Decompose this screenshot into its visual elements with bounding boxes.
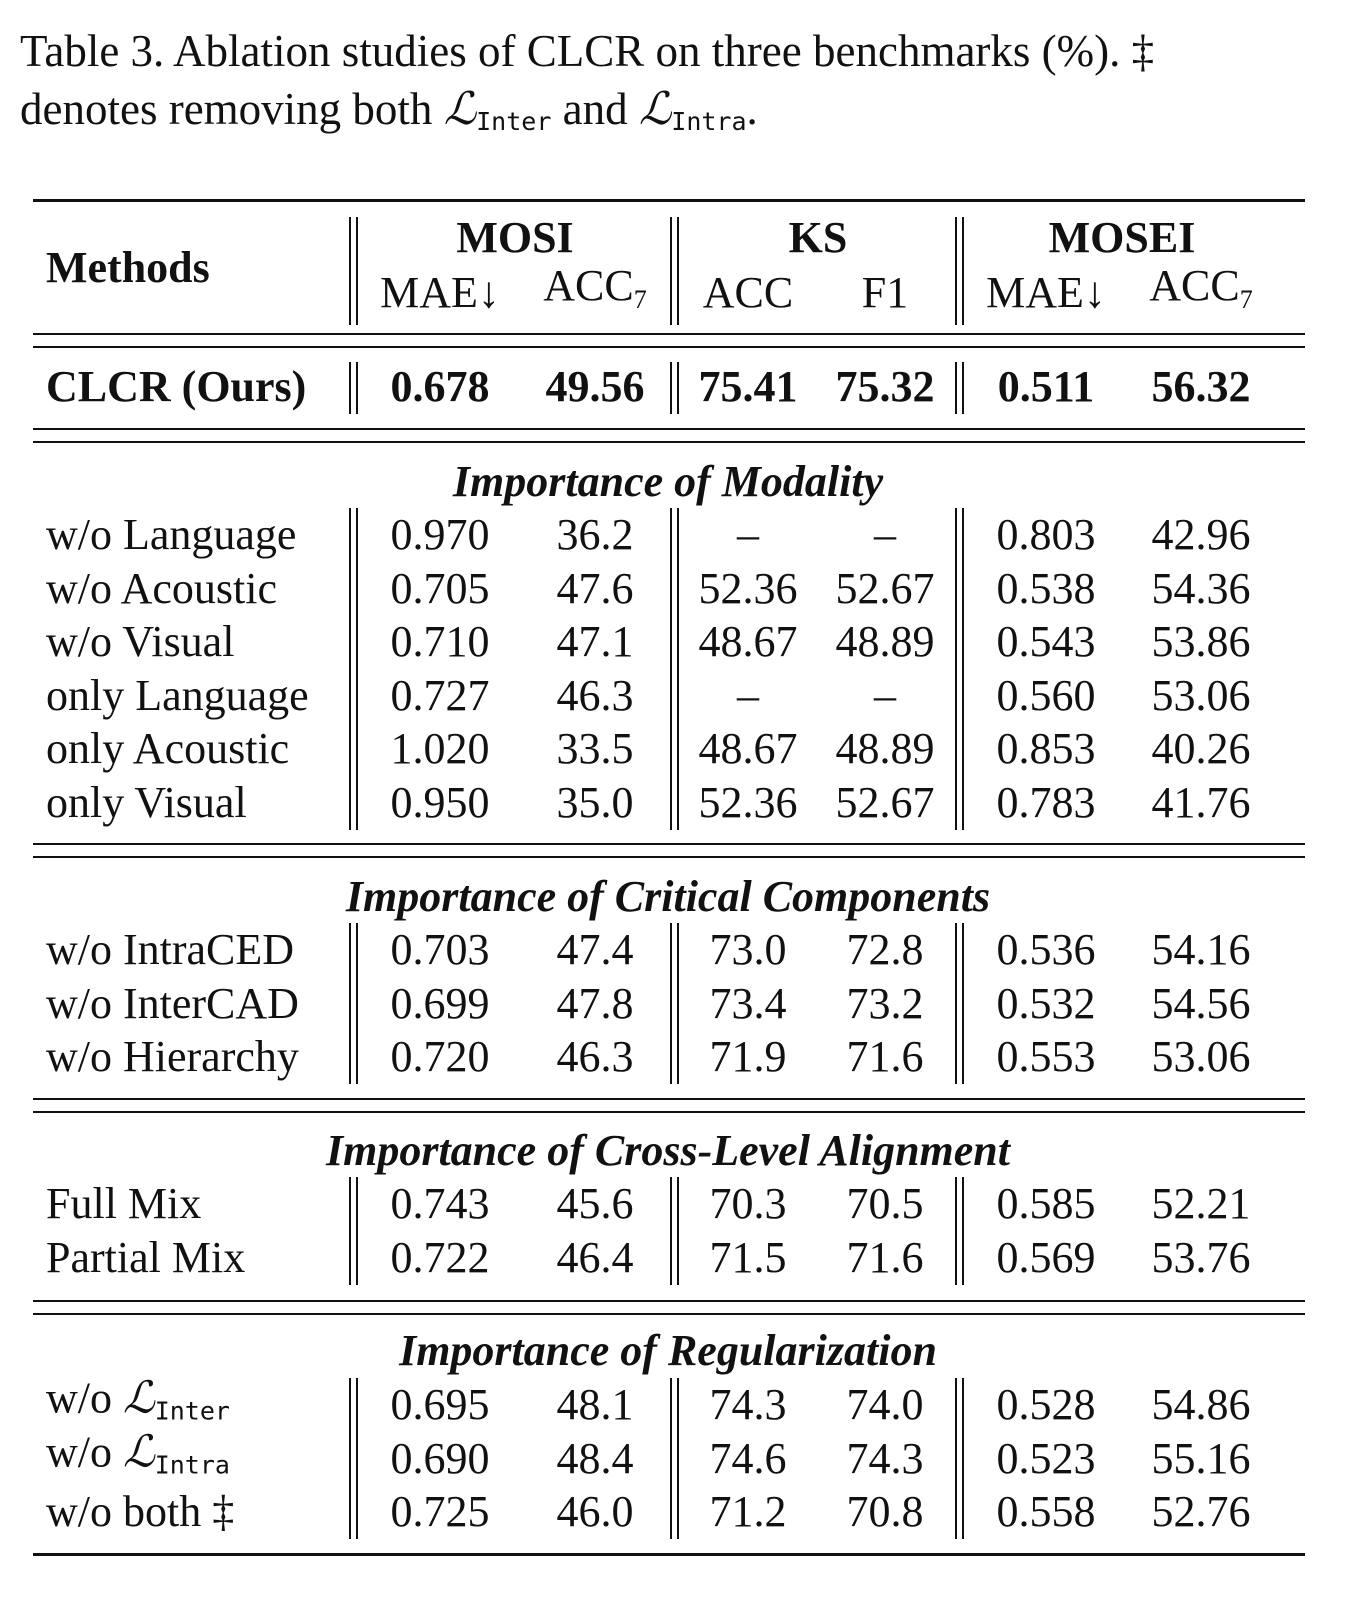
method-name: w/o Language <box>46 510 297 559</box>
value-cell: 52.76 <box>1151 1487 1251 1536</box>
value-cell: 36.2 <box>556 510 634 559</box>
value-cell: 74.6 <box>709 1433 787 1483</box>
value-cell: 0.950 <box>390 777 490 827</box>
column-divider <box>670 1177 672 1285</box>
value-cell: 0.725 <box>390 1487 490 1536</box>
column-divider <box>962 508 964 830</box>
method-name: Partial Mix <box>46 1232 246 1282</box>
loss-symbol: ℒ <box>638 84 672 134</box>
methods-header: Methods <box>46 243 210 292</box>
value-cell: 1.020 <box>390 724 490 773</box>
column-divider <box>955 508 957 830</box>
value-cell: 55.16 <box>1151 1433 1251 1483</box>
column-divider <box>356 508 358 830</box>
value-cell: 52.36 <box>698 777 798 827</box>
method-name: w/o IntraCED <box>46 925 295 974</box>
value-cell: 42.96 <box>1151 510 1251 559</box>
loss-inter-subscript: Inter <box>476 107 552 136</box>
method-name-part: w/o <box>46 1427 123 1476</box>
value-cell: 49.56 <box>545 362 645 411</box>
value-cell: 48.89 <box>835 724 935 773</box>
method-name-ours: CLCR (Ours) <box>46 362 307 411</box>
metric-header: MAE↓ <box>986 268 1106 317</box>
value-cell: 74.0 <box>846 1380 924 1429</box>
value-cell: 52.21 <box>1151 1179 1251 1228</box>
value-cell: 0.528 <box>996 1380 1096 1429</box>
column-divider <box>955 923 957 1084</box>
value-cell: 0.720 <box>390 1032 490 1081</box>
metric-subscript: 7 <box>633 285 647 314</box>
dataset-header: KS <box>788 213 848 262</box>
dataset-header: MOSI <box>456 213 574 262</box>
value-cell: 0.523 <box>996 1433 1096 1483</box>
column-divider <box>677 923 679 1084</box>
column-divider <box>349 1177 351 1285</box>
loss-symbol: ℒ <box>443 84 477 134</box>
method-name: w/o Hierarchy <box>46 1032 299 1081</box>
value-cell: 48.89 <box>835 617 935 666</box>
column-divider <box>356 1378 358 1539</box>
value-cell: 54.36 <box>1151 563 1251 613</box>
value-cell: 47.4 <box>556 925 634 974</box>
value-cell: 71.6 <box>846 1032 924 1081</box>
column-divider <box>356 1177 358 1285</box>
method-name: only Acoustic <box>46 724 290 773</box>
column-divider <box>962 1177 964 1285</box>
value-cell: 73.4 <box>709 978 787 1028</box>
value-cell: 40.26 <box>1151 724 1251 773</box>
value-cell: 0.553 <box>996 1032 1096 1081</box>
column-divider <box>955 362 957 414</box>
value-cell: 48.67 <box>698 724 798 773</box>
value-cell: 54.56 <box>1151 978 1251 1028</box>
value-cell: 70.8 <box>846 1487 924 1536</box>
table-caption <box>20 22 1320 151</box>
value-cell: 0.560 <box>996 670 1096 720</box>
value-cell: 52.36 <box>698 563 798 613</box>
value-cell: 54.16 <box>1151 925 1251 974</box>
header-rule <box>33 333 1305 335</box>
value-cell: 48.4 <box>556 1433 634 1483</box>
column-divider <box>955 1177 957 1285</box>
loss-intra-subscript: Intra <box>671 107 747 136</box>
value-cell: 0.783 <box>996 777 1096 827</box>
column-divider <box>349 362 351 414</box>
section-title: Importance of Modality <box>452 457 884 506</box>
top-rule <box>33 199 1305 202</box>
value-cell: 48.67 <box>698 617 798 666</box>
column-divider <box>670 362 672 414</box>
column-divider <box>670 923 672 1084</box>
column-divider <box>962 362 964 414</box>
value-cell: 0.703 <box>390 925 490 974</box>
value-cell: 41.76 <box>1151 777 1251 827</box>
value-cell: 73.0 <box>709 925 787 974</box>
value-cell: 0.743 <box>390 1179 490 1228</box>
value-cell: 0.705 <box>390 563 490 613</box>
section-rule <box>33 1098 1305 1100</box>
value-cell: 46.0 <box>556 1487 634 1536</box>
value-cell: 46.3 <box>556 1032 634 1081</box>
value-cell: 46.4 <box>556 1232 634 1282</box>
caption-line2-prefix: denotes removing both <box>20 84 444 134</box>
bottom-rule <box>33 1553 1305 1556</box>
column-divider <box>670 217 672 325</box>
method-name: only Language <box>46 670 309 720</box>
method-name-part: Inter <box>154 1396 230 1426</box>
value-cell: 73.2 <box>846 978 924 1028</box>
column-divider <box>962 217 964 325</box>
section-title: Importance of Critical Components <box>345 872 991 921</box>
value-cell: 0.853 <box>996 724 1096 773</box>
column-divider <box>356 362 358 414</box>
value-cell: 71.6 <box>846 1232 924 1282</box>
value-cell: 75.41 <box>698 362 798 411</box>
value-cell: 56.32 <box>1151 362 1251 411</box>
caption-line1: Table 3. Ablation studies of CLCR on three benchmarks (%). ‡ <box>20 26 1155 76</box>
value-cell: – <box>874 670 896 720</box>
value-cell: – <box>737 510 759 559</box>
value-cell: 53.76 <box>1151 1232 1251 1282</box>
section-rule <box>33 856 1305 858</box>
value-cell: 33.5 <box>556 724 634 773</box>
method-name-part: Intra <box>154 1450 230 1479</box>
column-divider <box>356 923 358 1084</box>
section-title: Importance of Regularization <box>399 1326 937 1375</box>
header-rule <box>33 346 1305 348</box>
column-divider <box>670 508 672 830</box>
value-cell: 75.32 <box>835 362 935 411</box>
column-divider <box>349 1378 351 1539</box>
value-cell: 72.8 <box>846 925 924 974</box>
section-rule <box>33 1111 1305 1113</box>
method-name-part: w/o <box>46 1373 123 1423</box>
value-cell: 52.67 <box>835 563 935 613</box>
column-divider <box>356 217 358 325</box>
section-rule <box>33 843 1305 845</box>
method-name: w/o Visual <box>46 617 235 666</box>
caption-and: and <box>551 84 639 134</box>
value-cell: 0.722 <box>390 1232 490 1282</box>
metric-header: ACC <box>702 268 794 317</box>
column-divider <box>670 1378 672 1539</box>
dataset-header: MOSEI <box>1048 213 1196 262</box>
value-cell: 35.0 <box>556 777 634 827</box>
column-divider <box>677 217 679 325</box>
value-cell: 70.3 <box>709 1179 787 1228</box>
value-cell: 71.9 <box>709 1032 787 1081</box>
metric-header: F1 <box>861 268 909 317</box>
column-divider <box>962 1378 964 1539</box>
value-cell: 74.3 <box>846 1433 924 1483</box>
method-name: only Visual <box>46 777 247 827</box>
value-cell: 0.695 <box>390 1380 490 1429</box>
value-cell: 0.585 <box>996 1179 1096 1228</box>
metric-subscript: 7 <box>1239 285 1253 314</box>
value-cell: – <box>874 510 896 559</box>
section-title: Importance of Cross-Level Alignment <box>325 1126 1011 1175</box>
value-cell: 71.5 <box>709 1232 787 1282</box>
value-cell: 0.690 <box>390 1433 490 1483</box>
value-cell: 45.6 <box>556 1179 634 1228</box>
column-divider <box>349 508 351 830</box>
value-cell: 47.6 <box>556 563 634 613</box>
metric-label: ACC <box>1149 261 1240 310</box>
value-cell: 0.543 <box>996 617 1096 666</box>
value-cell: 0.558 <box>996 1487 1096 1536</box>
value-cell: 52.67 <box>835 777 935 827</box>
column-divider <box>677 1378 679 1539</box>
value-cell: 53.86 <box>1151 617 1251 666</box>
column-divider <box>677 362 679 414</box>
value-cell: 0.727 <box>390 670 490 720</box>
column-divider <box>955 1378 957 1539</box>
value-cell: – <box>737 670 759 720</box>
column-divider <box>962 923 964 1084</box>
caption-period: . <box>746 84 758 134</box>
column-divider <box>349 923 351 1084</box>
value-cell: 0.710 <box>390 617 490 666</box>
method-name: Full Mix <box>46 1179 202 1228</box>
value-cell: 54.86 <box>1151 1380 1251 1429</box>
value-cell: 70.5 <box>846 1179 924 1228</box>
value-cell: 0.532 <box>996 978 1096 1028</box>
metric-header <box>543 261 646 325</box>
method-name: w/o InterCAD <box>46 978 299 1028</box>
value-cell: 0.803 <box>996 510 1096 559</box>
value-cell: 0.538 <box>996 563 1096 613</box>
loss-symbol: ℒ <box>123 1426 155 1477</box>
value-cell: 48.1 <box>556 1380 634 1429</box>
value-cell: 74.3 <box>709 1380 787 1429</box>
metric-label: ACC <box>543 261 634 310</box>
value-cell: 71.2 <box>709 1487 787 1536</box>
section-rule <box>33 428 1305 430</box>
section-rule <box>33 441 1305 443</box>
section-rule <box>33 1313 1305 1315</box>
value-cell: 0.699 <box>390 978 490 1028</box>
value-cell: 0.511 <box>997 362 1095 411</box>
value-cell: 46.3 <box>556 670 634 720</box>
method-name: w/o Acoustic <box>46 563 277 613</box>
value-cell: 0.569 <box>996 1232 1096 1282</box>
loss-symbol: ℒ <box>123 1372 155 1424</box>
value-cell: 47.1 <box>556 617 634 666</box>
value-cell: 0.970 <box>390 510 490 559</box>
value-cell: 0.678 <box>390 362 490 411</box>
metric-header <box>1149 261 1252 325</box>
method-name: w/o both ‡ <box>46 1487 235 1536</box>
column-divider <box>677 508 679 830</box>
metric-header: MAE↓ <box>380 268 500 317</box>
column-divider <box>349 217 351 325</box>
value-cell: 0.536 <box>996 925 1096 974</box>
column-divider <box>955 217 957 325</box>
value-cell: 53.06 <box>1151 1032 1251 1081</box>
column-divider <box>677 1177 679 1285</box>
section-rule <box>33 1300 1305 1302</box>
value-cell: 47.8 <box>556 978 634 1028</box>
value-cell: 53.06 <box>1151 670 1251 720</box>
method-name <box>46 1427 230 1490</box>
